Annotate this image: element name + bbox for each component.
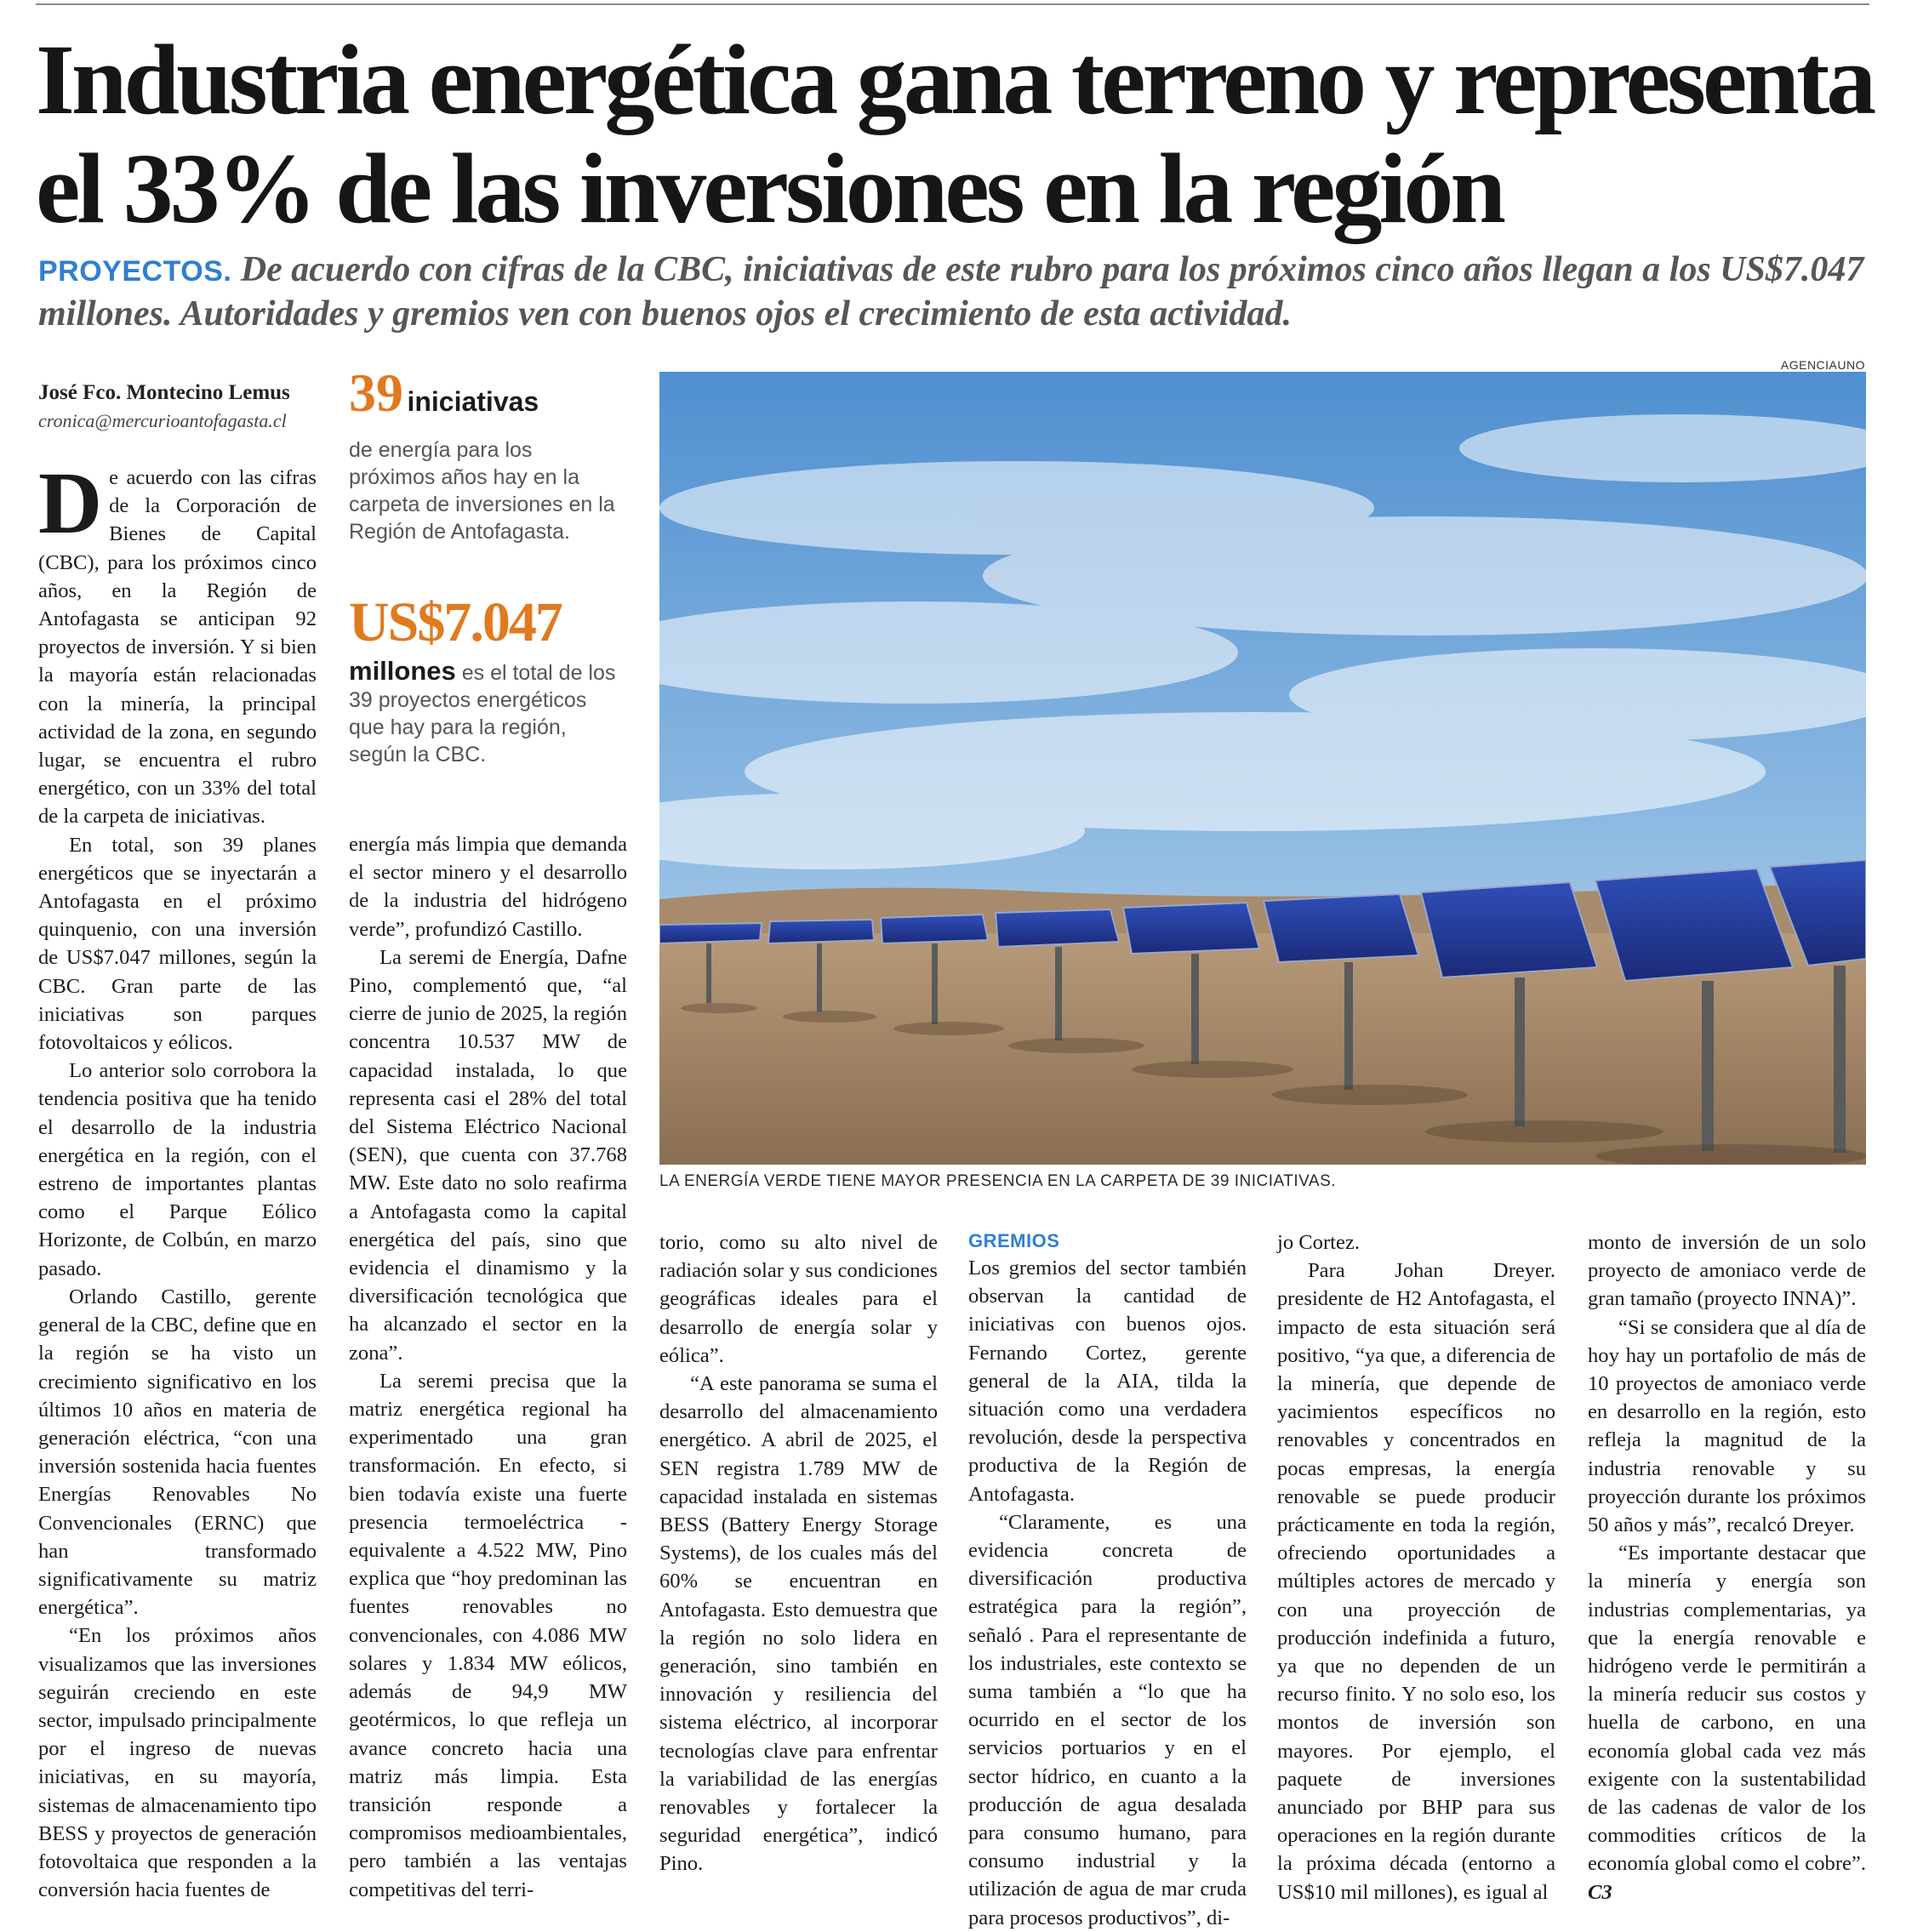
paragraph: Orlando Castillo, gerente general de la CBC, define que en la región se ha visto un crecimiento significativo en los últimos 10 años en materia de generación eléctrica, “con una inversión sostenida hacia fuentes Energías Renovables No Convencionales (ERNC) que han transformado significativamente su matriz energética”. [38, 1285, 317, 1620]
lead-paragraph [38, 248, 1868, 335]
author-email: cronica@mercurioantofagasta.cl [38, 410, 287, 431]
paragraph: Para Johan Dreyer. presidente de H2 Antofagasta, el impacto de esta situación será positivo, “ya que, a diferencia de la minería, que depende de yacimientos específicos no renovables y concentrados en pocas empresas, la energía renovable se puede producir prácticamente en toda la región, ofreciendo oportunidades a múltiples actores de mercado y con una proyección de producción indefinida a futuro, ya que no dependen de un recurso finito. Y no solo eso, los montos de inversión son mayores. Por ejemplo, el paquete de inversiones anunciado por BHP para sus operaciones en la región durante la próxima década (entorno a US$10 mil millones), es igual al [1277, 1259, 1555, 1904]
paragraph: torio, como su alto nivel de radiación solar y sus condiciones geográficas ideales para el desarrollo de energía solar y eólica”. [659, 1231, 938, 1367]
end-mark: C3 [1588, 1880, 1612, 1904]
stat-description: es el total de los 39 proyectos energéticos que hay para la región, según la CBC. [349, 661, 616, 767]
body-column-2 [349, 830, 627, 1904]
paragraph: “A este panorama se suma el desarrollo del almacenamiento energético. A abril de 2025, el SEN registra 1.789 MW de capacidad instalada en sistemas BESS (Battery Energy Storage Systems), de los cuales más del 60% se encuentran en Antofagasta. Esto demuestra que la región no solo lidera en generación, sino también en innovación y resiliencia del sistema eléctrico, al incorporar tecnologías clave para enfrentar la variabilidad de las energías renovables y fortalecer la seguridad energética”, indicó Pino. [659, 1372, 938, 1876]
lead-kicker: PROYECTOS. [38, 255, 232, 288]
stat-number: 39 [349, 362, 403, 423]
headline: Industria energética gana terreno y representa el 33% de las inversiones en la región [36, 24, 1874, 244]
top-rule [36, 3, 1869, 5]
section-heading: GREMIOS [968, 1230, 1060, 1251]
paragraph: “En los próximos años visualizamos que las inversiones seguirán creciendo en este sector, impulsado principalmente por el ingreso de nuevas iniciativas, en su mayoría, sistemas de almacenamiento tipo BESS y proyectos de generación fotovoltaica que responden a la conversión hacia fuentes de [38, 1624, 317, 1902]
body-column-4 [968, 1228, 1247, 1932]
stat-millones [349, 591, 625, 768]
solar-farm-photo [659, 372, 1866, 1165]
paragraph: La seremi precisa que la matriz energética regional ha experimentado una gran transformación. En efecto, si bien todavía existe una fuerte presencia termoeléctrica - equivalente a 4.522 MW, Pino explica que “hoy predominan las fuentes renovables no convencionales, con 4.086 MW solares y 1.834 MW eólicos, además de 94,9 MW geotérmicos, lo que refleja un avance concreto hacia una matriz más limpia. Esta transición responde a compromisos medioambientales, pero también a las ventajas competitivas del terri- [349, 1369, 627, 1901]
body-column-5 [1277, 1228, 1555, 1906]
paragraph: La seremi de Energía, Dafne Pino, complementó que, “al cierre de junio de 2025, la región concentra 10.537 MW de capacidad instalada, lo que representa casi el 28% del total del Sistema Eléctrico Nacional (SEN), que cuenta con 37.768 MW. Este dato no solo reafirma a Antofagasta como la capital energética del país, sino que evidencia el dinamismo y la diversificación tecnológica que ha alcanzado el sector en la zona”. [349, 945, 627, 1365]
body-column-3 [659, 1228, 938, 1878]
paragraph: “Claramente, es una evidencia concreta de diversificación productiva estratégica para la región”, señaló . Para el representante de los industriales, este contexto se suma también a “lo que ha ocurrido en el sector de los servicios portuarios y en el sector hídrico, en cuanto a la producción de agua desalada para consumo humano, para consumo industrial y la utilización de agua de mar cruda para procesos productivos”, di- [968, 1510, 1247, 1929]
stat-description: de energía para los próximos años hay en la carpeta de inversiones en la Región de Antofagasta. [349, 438, 615, 544]
paragraph: Los gremios del sector también observan la cantidad de iniciativas con buenos ojos. Fernando Cortez, gerente general de la AIA, tilda la situación como una verdadera revolución, desde la perspectiva productiva de la Región de Antofagasta. [968, 1257, 1247, 1506]
paragraph: “Si se considera que al día de hoy hay un portafolio de más de 10 proyectos de amoniaco verde en desarrollo en la región, esto refleja la magnitud de la industria renovable y su proyección durante los próximos 50 años y más”, recalcó Dreyer. [1588, 1315, 1866, 1537]
paragraph: monto de inversión de un solo proyecto de amoniaco verde de gran tamaño (proyecto INNA)”. [1588, 1231, 1866, 1311]
paragraph: “Es importante destacar que la minería y energía son industrias complementarias, ya que la energía renovable e hidrógeno verde le permitirán a la minería reducir sus costos y huella de carbono, en una economía global cada vez más exigente con la sustentabilidad de las cadenas de valor de los commodities críticos de la economía global como el cobre”. C3 [1588, 1542, 1866, 1904]
stat-unit: iniciativas [407, 386, 539, 417]
body-column-6 [1588, 1228, 1866, 1906]
paragraph: En total, son 39 planes energéticos que se inyectarán a Antofagasta en el próximo quinquenio, con una inversión de US$7.047 millones, según la CBC. Gran parte de las iniciativas son parques fotovoltaicos y eólicos. [38, 833, 317, 1055]
stat-unit: millones [349, 656, 456, 686]
paragraph: energía más limpia que demanda el sector minero y el desarrollo de la industria del hidrógeno verde”, profundizó Castillo. [349, 833, 627, 941]
stat-number: US$7.047 [349, 591, 562, 653]
body-column-1 [38, 454, 317, 1904]
paragraph: jo Cortez. [1277, 1231, 1360, 1254]
byline [38, 379, 319, 435]
photo-caption: LA ENERGÍA VERDE TIENE MAYOR PRESENCIA EN LA CARPETA DE 39 INICIATIVAS. [659, 1172, 1337, 1190]
paragraph: Lo anterior solo corrobora la tendencia positiva que ha tenido el desarrollo de la industria energética en la región, con el estreno de importantes plantas como el Parque Eólico Horizonte, de Colbún, en marzo pasado. [38, 1059, 317, 1280]
stat-iniciativas [349, 362, 621, 545]
paragraph: De acuerdo con las cifras de la Corporación de Bienes de Capital (CBC), para los próximos cinco años, en la Región de Antofagasta se anticipan 92 proyectos de inversión. Y si bien la mayoría están relacionadas con la minería, la principal actividad de la zona, en segundo lugar, se encuentra el rubro energético, con un 33% del total de la carpeta de iniciativas. [38, 454, 317, 829]
drop-cap: D [38, 454, 103, 552]
lead-text: De acuerdo con cifras de la CBC, iniciativas de este rubro para los próximos cinco años llegan a los US$7.047 millones. Autoridades y gremios ven con buenos ojos el crecimiento de esta actividad. [38, 250, 1864, 333]
author-name: José Fco. Montecino Lemus [38, 381, 290, 404]
photo-credit: AGENCIAUNO [1780, 358, 1865, 372]
